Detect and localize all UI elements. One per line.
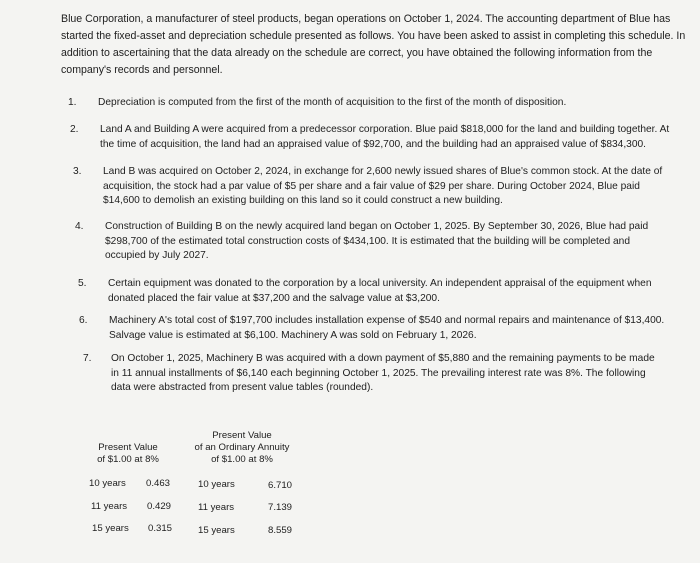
table-cell-period: 11 years <box>198 502 235 513</box>
table-cell-period: 10 years <box>89 478 126 489</box>
annuity-header <box>183 430 301 466</box>
table-cell-annuity: 8.559 <box>268 525 293 536</box>
intro-paragraph: Blue Corporation, a manufacturer of steel products, began operations on October 1, 2024. The accounting department of Blue has started the fixed-asset and depreciation schedule presented as follows. You have been asked to assist in completing this schedule. In addition to ascertaining that the data already on the schedule are correct, you have obtained the following information from the company's records and personnel. <box>61 13 686 76</box>
item-number: 7. <box>83 353 92 364</box>
table-cell-period: 11 years <box>91 501 128 512</box>
item-number: 2. <box>70 124 79 135</box>
pv-header-line: Present Value <box>98 442 158 453</box>
table-cell-annuity: 6.710 <box>268 480 293 491</box>
item-number: 3. <box>73 166 82 177</box>
table-cell-annuity: 7.139 <box>268 502 293 513</box>
table-cell-pv: 0.315 <box>148 523 173 534</box>
pv-header-line: of $1.00 at 8% <box>97 454 159 465</box>
item-text: Machinery A's total cost of $197,700 includes installation expense of $540 and normal repairs and maintenance of $13,400. Salvage value is estimated at $6,100. Machinery A was sold on February 1, 2026. <box>109 315 665 341</box>
item-number: 1. <box>68 97 77 108</box>
item-text: Certain equipment was donated to the corporation by a local university. An independent appraisal of the equipment when donated placed the fair value at $37,200 and the salvage value at $3,200. <box>108 278 652 304</box>
item-text: Depreciation is computed from the first of the month of acquisition to the first of the month of disposition. <box>98 97 567 108</box>
item-text: Land B was acquired on October 2, 2024, in exchange for 2,600 newly issued shares of Blue's common stock. At the date of acquisition, the stock had a par value of $5 per share and a fair value of $29 per share. During October 2024, Blue paid $14,600 to demolish an existing building on this land so it could construct a new building. <box>103 166 663 206</box>
table-cell-pv: 0.463 <box>146 478 171 489</box>
annuity-header-line: of $1.00 at 8% <box>211 454 273 465</box>
pv-header <box>88 442 168 466</box>
item-text: Construction of Building B on the newly acquired land began on October 1, 2025. By September 30, 2026, Blue had paid $298,700 of the estimated total construction costs of $434,100. It is estimated that the building will be completed and occupied by July 2027. <box>105 221 649 261</box>
item-text: Land A and Building A were acquired from a predecessor corporation. Blue paid $818,000 for the land and building together. At the time of acquisition, the land had an appraised value of $92,700, and the building had an appraised value of $834,300. <box>100 124 670 150</box>
table-cell-period: 15 years <box>198 525 235 536</box>
table-cell-period: 15 years <box>92 523 129 534</box>
item-number: 6. <box>79 315 88 326</box>
annuity-header-line: of an Ordinary Annuity <box>194 442 290 453</box>
table-cell-period: 10 years <box>198 479 235 490</box>
item-number: 5. <box>78 278 87 289</box>
item-text: On October 1, 2025, Machinery B was acquired with a down payment of $5,880 and the remaining payments to be made in 11 annual installments of $6,140 each beginning October 1, 2025. The prevailing interest rate was 8%. The following data were abstracted from present value tables (rounded). <box>111 353 655 393</box>
table-cell-pv: 0.429 <box>147 501 172 512</box>
annuity-header-line: Present Value <box>212 430 272 441</box>
item-number: 4. <box>75 221 84 232</box>
